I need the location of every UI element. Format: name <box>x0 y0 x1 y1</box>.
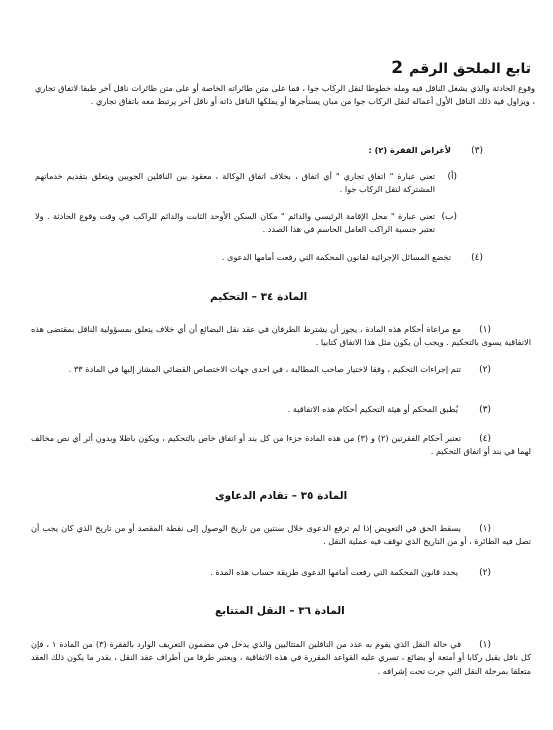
art33-p4-text: تخضع المسائل الإجرائية لقانون المحكمة التي رفعت أمامها الدعوى . <box>221 252 451 262</box>
art33-a-text: تعني عبارة " اتفاق تجاري " أي اتفاق ، بخلاف اتفاق الوكالة ، معقود بين الناقلين الجويين ويتعلق بتقديم خدماتهم المشتركة لنقل الركاب جوا . <box>35 171 435 195</box>
art34-heading: المادة ٣٤ – التحكيم <box>210 291 308 303</box>
art35-p2-text: يحدد قانون المحكمة التي رفعت أمامها الدعوى طريقة حساب هذه المدة . <box>210 567 458 577</box>
art33-p3-number: (٣) <box>471 146 483 156</box>
art33-b-text: تعني عبارة " محل الإقامة الرئيسي والدائم " مكان السكن الأوحد الثابت والدائم للراكب في وقت وقوع الحادثة . ولا تعتبر جنسية الراكب العامل الحاسم في هذا الصدد . <box>35 211 435 235</box>
art33-p4-number: (٤) <box>471 253 483 263</box>
art34-p4-text: تعتبر أحكام الفقرتين (٢) و (٣) من هذه المادة جزءا من كل بند أو اتفاق خاص بالتحكيم ، ويكون باطلا وبدون أثر أي نص مخالف لهما في بند أو اتفاق التحكيم . <box>31 433 531 457</box>
art36-p1-text: في حالة النقل الذي يقوم به عدد من الناقلين المتتاليين والذي يدخل في مضمون التعريف الوارد بالفقرة (٣) من المادة ١ ، فإن كل ناقل يقبل ركابا أو أمتعة أو بضائع ، تسري عليه القواعد المقررة في هذه الاتفاقية ، ويعتبر طرفا من أطراف عقد النقل ، بقدر ما يكون ذلك العقد متعلقا بمرحلة النقل التي جرت تحت إشرافه . <box>31 639 531 676</box>
art35-heading: المادة ٣٥ – تقادم الدعاوى <box>215 490 348 502</box>
art33-b-number: (ب) <box>441 212 457 222</box>
art35-p1-text: يسقط الحق في التعويض إذا لم ترفع الدعوى خلال سنتين من تاريخ الوصول إلى نقطة المقصد أو من تاريخ الذي كان يجب أن تصل فيه الطائرة ، أو من التاريخ الذي توقف فيه عملية النقل . <box>31 523 531 547</box>
intro-paragraph: وقوع الحادثة والذي يشغل الناقل فيه ومله خطوطا لنقل الركاب جوا ، فما على متن طائراته الخاصة أو على متن طائرات ناقل آخر طبقا لاتفاق تجاري ، ويزاول فيه ذلك الناقل الأول أعماله لنقل الركاب جوا من مبان يستأجرها أو يملكها الناقل ذاته أو ناقل آخر يرتبط معه باتفاق تجاري . <box>35 83 535 107</box>
header-number: 2 <box>391 58 404 78</box>
page-header <box>391 58 531 78</box>
art36-heading: المادة ٣٦ – النقل المتتابع <box>215 605 345 617</box>
art33-a-number: (أ) <box>447 172 457 182</box>
art35-p1-number: (١) <box>479 524 491 534</box>
art34-p4-number: (٤) <box>479 434 491 444</box>
art34-p3-number: (٣) <box>479 405 491 415</box>
art34-p1-text: مع مراعاة أحكام هذه المادة ، يجوز أن يشترط الطرفان في عقد نقل البضائع أن أي خلاف يتعلق بمسؤولية الناقل بمقتضى هذه الاتفاقية يسوى بالتحكيم . ويجب أن يكون مثل هذا الاتفاق كتابيا . <box>31 324 531 348</box>
header-title: تابع الملحق الرقم <box>409 61 531 77</box>
art36-p1-number: (١) <box>479 640 491 650</box>
art35-p2-number: (٢) <box>479 568 491 578</box>
art34-p1-number: (١) <box>479 325 491 335</box>
art33-p3-text: لأغراض الفقرة (٢) : <box>368 145 451 155</box>
art34-p3-text: يُطبق المحكم أو هيئة التحكيم أحكام هذه الاتفاقية . <box>287 404 458 414</box>
art34-p2-text: تتم إجراءات التحكيم ، وفقا لاختيار صاحب المطالبة ، في احدى جهات الاختصاص القضائي المشار إليها في المادة ٣٣ . <box>68 364 461 374</box>
art34-p2-number: (٢) <box>479 365 491 375</box>
